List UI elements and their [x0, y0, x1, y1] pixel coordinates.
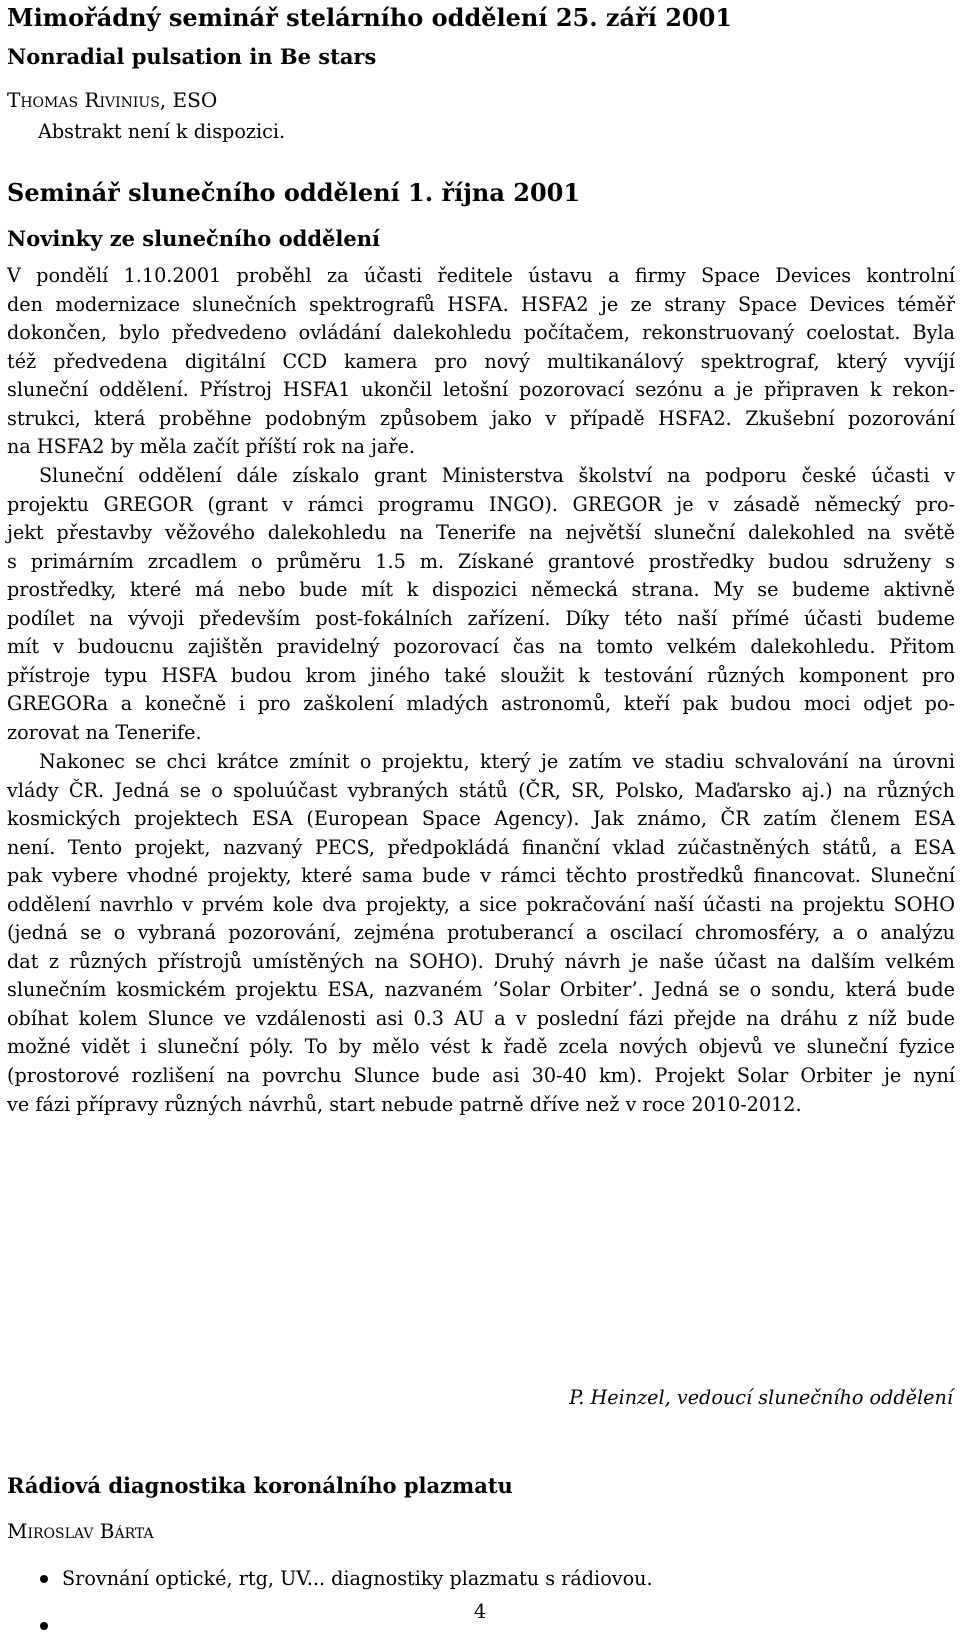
text-line: den modernizace slunečních spektrografů HSFA. HSFA2 je ze strany Space Devices téměř	[7, 292, 955, 316]
text-line: kosmických projektech ESA (European Space Agency). Jak známo, ČR zatím členem ESA	[7, 807, 955, 831]
text-line: dat z různých přístrojů umístěných na SOHO). Druhý návrh je naše účast na dalším velkém	[7, 949, 955, 973]
text-line: pak vybere vhodné projekty, které sama bude v rámci těchto prostředků financovat. Sluneční	[7, 864, 955, 888]
section-heading-stellar-seminar: Mimořádný seminář stelárního oddělení 25. září 2001	[7, 3, 733, 32]
text-line: s primárním zrcadlem o průměru 1.5 m. Získané grantové prostředky budou sdruženy s	[7, 549, 955, 573]
author-barta: Miroslav Bárta	[7, 1519, 154, 1543]
talk-title-nonradial: Nonradial pulsation in Be stars	[7, 44, 377, 69]
author-rivinius: Thomas Rivinius, ESO	[7, 88, 218, 112]
text-line: slunečním kosmickém projektu ESA, nazvaném ’Solar Orbiter’. Jedná se o sondu, která bude	[7, 978, 955, 1002]
text-line: přístroje typu HSFA budou krom jiného také sloužit k testování různých komponent pro	[7, 663, 955, 687]
text-line: jekt přestavby věžového dalekohledu na Tenerife na největší sluneční dalekohled na světě	[7, 521, 955, 545]
text-line: zorovat na Tenerife.	[7, 720, 202, 744]
paragraph-hsfa	[7, 262, 955, 462]
text-line: prostředky, které má nebo bude mít k dispozici německá strana. My se budeme aktivně	[7, 578, 955, 602]
paragraph-pecs	[7, 748, 955, 1119]
signature: P. Heinzel, vedoucí slunečního oddělení	[569, 1386, 953, 1409]
text-line: sluneční oddělení. Přístroj HSFA1 ukončil letošní pozorovací sezónu a je připraven k rekon-	[7, 378, 955, 402]
text-line: GREGORa a konečně i pro zaškolení mladých astronomů, kteří pak budou moci odjet po-	[7, 692, 955, 716]
text-line: není. Tento projekt, nazvaný PECS, předpokládá finanční vklad zúčastněných států, a ESA	[7, 835, 955, 859]
text-line: mít v budoucnu zajištěn pravidelný pozorovací čas na tomto velkém dalekohledu. Přitom	[7, 635, 955, 659]
text-line: ve fázi přípravy různých návrhů, start nebude patrně dříve než v roce 2010-2012.	[7, 1092, 802, 1116]
text-line: Srovnání optické, rtg, UV... diagnostiky plazmatu s rádiovou.	[62, 1567, 653, 1590]
text-line: možné vidět i sluneční póly. To by mělo vést k řadě zcela nových objevů ve sluneční fyzice	[7, 1035, 955, 1059]
text-line: vlády ČR. Jedná se o spoluúčast vybraných států (ČR, SR, Polsko, Maďarsko aj.) na různých	[7, 778, 955, 802]
paragraph-gregor	[7, 462, 955, 747]
text-line: V pondělí 1.10.2001 proběhl za účasti ředitele ústavu a firmy Space Devices kontrolní	[7, 264, 955, 287]
text-line: Sluneční oddělení dále získalo grant Ministerstva školství na podporu české účasti v	[39, 464, 955, 487]
text-line: (jedná se o vybraná pozorování, zejména protuberancí a oscilací chromosféry, a o analýzu	[7, 921, 955, 945]
talk-title-solar-news: Novinky ze slunečního oddělení	[7, 226, 380, 251]
text-line: dokončen, bylo předvedeno ovládání dalekohledu počítačem, rekonstruovaný coelostat. Byla	[7, 321, 955, 345]
text-line: oddělení navrhlo v prvém kole dva projekty, a sice pokračování naší účasti na projektu SOHO	[7, 892, 955, 916]
page-number: 4	[473, 1600, 487, 1623]
bullet-dot	[40, 1575, 48, 1583]
text-line: strukci, která proběhne podobným způsobem jako v případě HSFA2. Zkušební pozorování	[7, 406, 955, 430]
talk-title-radio-diagnostics: Rádiová diagnostika koronálního plazmatu	[7, 1473, 513, 1498]
text-line: podílet na vývoji především post-fokálních zařízení. Díky této naší přímé účasti budeme	[7, 606, 955, 630]
text-line: na HSFA2 by měla začít příští rok na jaře.	[7, 435, 416, 459]
abstract-note: Abstrakt není k dispozici.	[38, 120, 286, 143]
list-item	[62, 1565, 955, 1593]
text-line: projektu GREGOR (grant v rámci programu INGO). GREGOR je v zásadě německý pro-	[7, 492, 955, 516]
text-line: též předvedena digitální CCD kamera pro nový multikanálový spektrograf, který vyvíjí	[7, 349, 955, 373]
section-heading-solar-seminar: Seminář slunečního oddělení 1. října 2001	[7, 178, 581, 207]
text-line: Nakonec se chci krátce zmínit o projektu, který je zatím ve stadiu schvalování na úrovni	[39, 750, 955, 773]
text-line: obíhat kolem Slunce ve vzdálenosti asi 0.3 AU a v poslední fázi přejde na dráhu z níž bude	[7, 1006, 955, 1030]
text-line: (prostorové rozlišení na povrchu Slunce bude asi 30-40 km). Projekt Solar Orbiter je nyní	[7, 1064, 955, 1088]
